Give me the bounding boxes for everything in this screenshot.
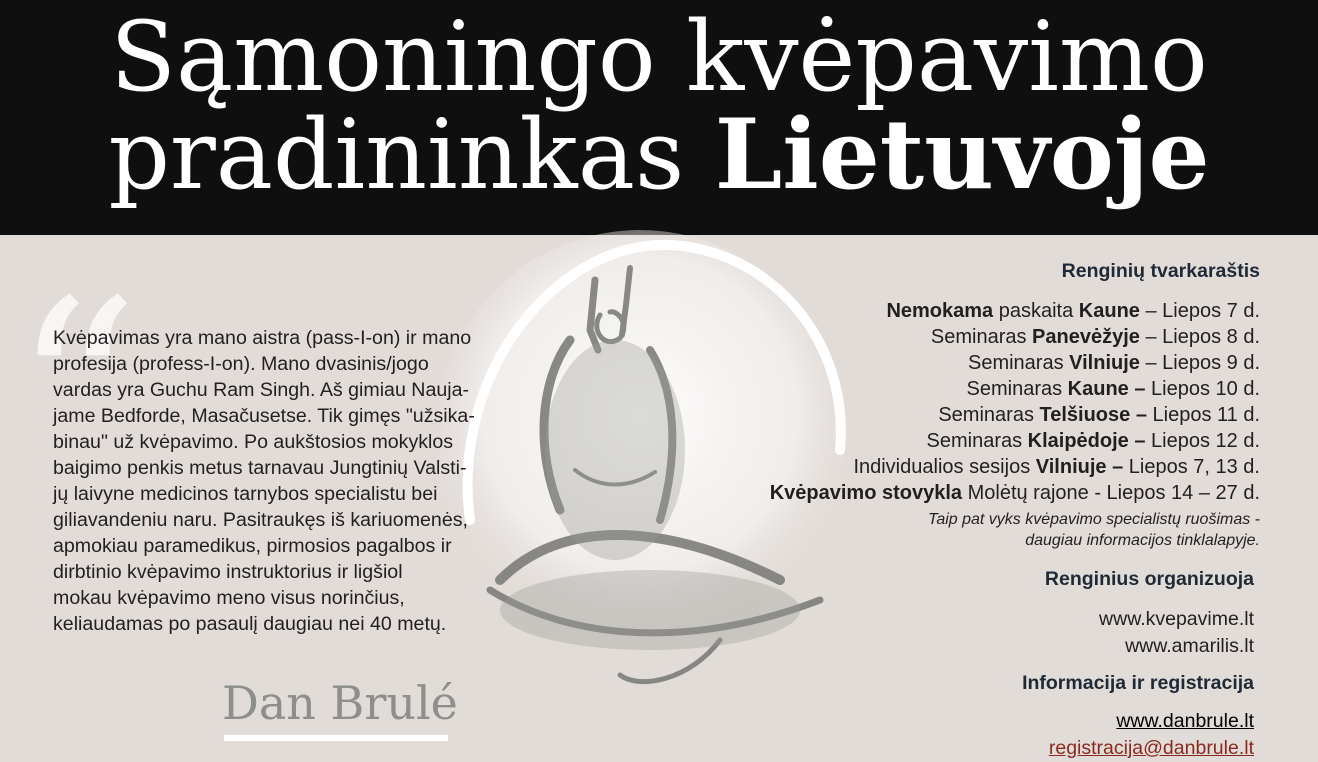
schedule-list: [770, 298, 1260, 506]
header-banner: [0, 0, 1318, 235]
schedule-note-line: daugiau informacijos tinklalapyje.: [1025, 532, 1260, 549]
leg-shadow-wash: [500, 570, 800, 650]
signature-name: Dan Brulé: [222, 676, 458, 730]
title-line-2: [0, 98, 1318, 211]
page-title: [0, 1, 1318, 211]
schedule-item: Seminaras Klaipėdoje – Liepos 12 d.: [926, 430, 1260, 452]
registration-email-link[interactable]: registracija@danbrule.lt: [1048, 737, 1254, 759]
schedule-item: Seminaras Panevėžyje – Liepos 8 d.: [930, 326, 1260, 348]
bio-line: profesija (profess-I-on). Mano dvasinis/jogo: [53, 353, 429, 375]
bio-line: jame Bedforde, Masačusetse. Tik gimęs "užsika-: [53, 405, 475, 427]
bio-line: vardas yra Guchu Ram Singh. Aš gimiau Nauja-: [53, 379, 470, 401]
schedule-heading: Renginių tvarkaraštis: [1061, 260, 1260, 282]
schedule-item: Kvėpavimo stovykla Molėtų rajone - Liepos 14 – 27 d.: [769, 482, 1260, 504]
schedule-item: Seminaras Kaune – Liepos 10 d.: [966, 378, 1260, 400]
schedule-note-line: Taip pat vyks kvėpavimo specialistų ruošimas -: [928, 511, 1260, 528]
title-line-2-bold: Lietuvoje: [714, 98, 1210, 211]
registration-section: [1022, 670, 1254, 762]
schedule-item: Individualios sesijos Vilniuje – Liepos 7, 13 d.: [853, 456, 1260, 478]
schedule-item: Seminaras Vilniuje – Liepos 9 d.: [967, 352, 1260, 374]
organizers-heading: Renginius organizuoja: [1044, 568, 1254, 590]
signature-underline-bar: [224, 735, 448, 741]
organizers-section: [1045, 566, 1254, 660]
schedule-note: [770, 509, 1260, 551]
schedule-item: Nemokama paskaita Kaune – Liepos 7 d.: [886, 300, 1260, 322]
bio-line: jų laivyne medicinos tarnybos specialistu bei: [53, 483, 438, 505]
schedule-item: Seminaras Telšiuose – Liepos 11 d.: [938, 404, 1260, 426]
organizer-link-amarilis[interactable]: www.amarilis.lt: [1125, 635, 1254, 657]
schedule-section: [770, 258, 1260, 551]
bio-line: giliavandeniu naru. Pasitraukęs iš kariuomenės,: [53, 509, 468, 531]
bio-line: apmokiau paramedikus, pirmosios pagalbos ir: [53, 535, 452, 557]
registration-heading: Informacija ir registracija: [1022, 672, 1254, 694]
figure-shadow-wash: [545, 340, 685, 560]
registration-website-link[interactable]: www.danbrule.lt: [1116, 710, 1254, 732]
bio-line: binau" už kvėpavimo. Po aukštosios mokyklos: [53, 431, 454, 453]
bio-line: Kvėpavimas yra mano aistra (pass-I-on) ir mano: [53, 327, 472, 349]
bio-line: mokau kvėpavimo meno visus norinčius,: [53, 587, 405, 609]
bio-line: baigimo penkis metus tarnavau Jungtinių Valsti-: [53, 457, 467, 479]
title-line-2-regular: pradininkas: [108, 99, 685, 211]
bio-line: dirbtinio kvėpavimo instruktorius ir ligšiol: [53, 561, 403, 583]
organizer-link-kvepavime[interactable]: www.kvepavime.lt: [1099, 608, 1254, 630]
title-line-1: Sąmoningo kvėpavimo: [110, 1, 1208, 113]
quote-mark-icon: “: [12, 247, 140, 538]
bio-line: keliaudamas po pasaulį daugiau nei 40 metų.: [53, 613, 447, 635]
bio-text: [53, 325, 508, 637]
